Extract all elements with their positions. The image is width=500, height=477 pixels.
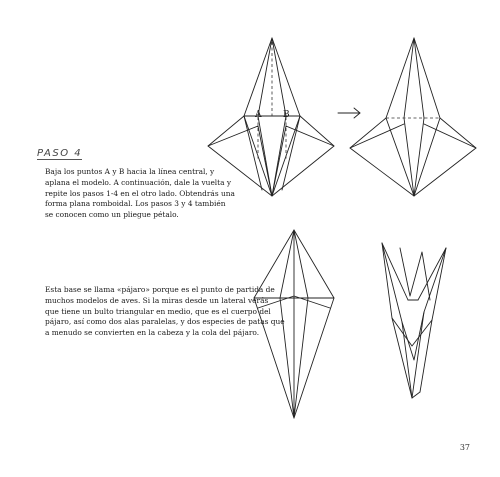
arrow-icon: [338, 108, 360, 118]
note-line: muchos modelos de aves. Si la miras desde un lateral verás: [45, 295, 269, 305]
note-line: a menudo se convierten en la cabeza y la cola del pájaro.: [45, 328, 260, 338]
instruction-line: repite los pasos 1-4 en el otro lado. Obtendrás una: [45, 188, 235, 198]
diagram-bird-base-side: [382, 243, 446, 398]
diagram-step4-after: [350, 38, 476, 196]
instruction-line: se conocen como un pliegue pétalo.: [45, 210, 179, 220]
note-line: pájaro, así como dos alas paralelas, y dos especies de patas que: [45, 317, 285, 327]
page-number: 37: [459, 443, 470, 452]
point-a-label: A: [255, 110, 262, 120]
instruction-line: forma plana romboidal. Los pasos 3 y 4 también: [45, 199, 226, 209]
note-line: Esta base se llama «pájaro» porque es el punto de partida de: [45, 285, 275, 294]
instruction-line: aplana el modelo. A continuación, dale la vuelta y: [45, 177, 232, 187]
diagram-step4-before: [208, 38, 334, 196]
note-line: que tiene un bulto triangular en medio, que es el cuerpo del: [45, 306, 271, 316]
point-b-label: B: [283, 110, 290, 120]
diagram-bird-base-flat: [254, 230, 334, 418]
step-label: PASO 4: [37, 148, 83, 159]
instruction-line: Baja los puntos A y B hacia la línea central, y: [45, 167, 215, 176]
